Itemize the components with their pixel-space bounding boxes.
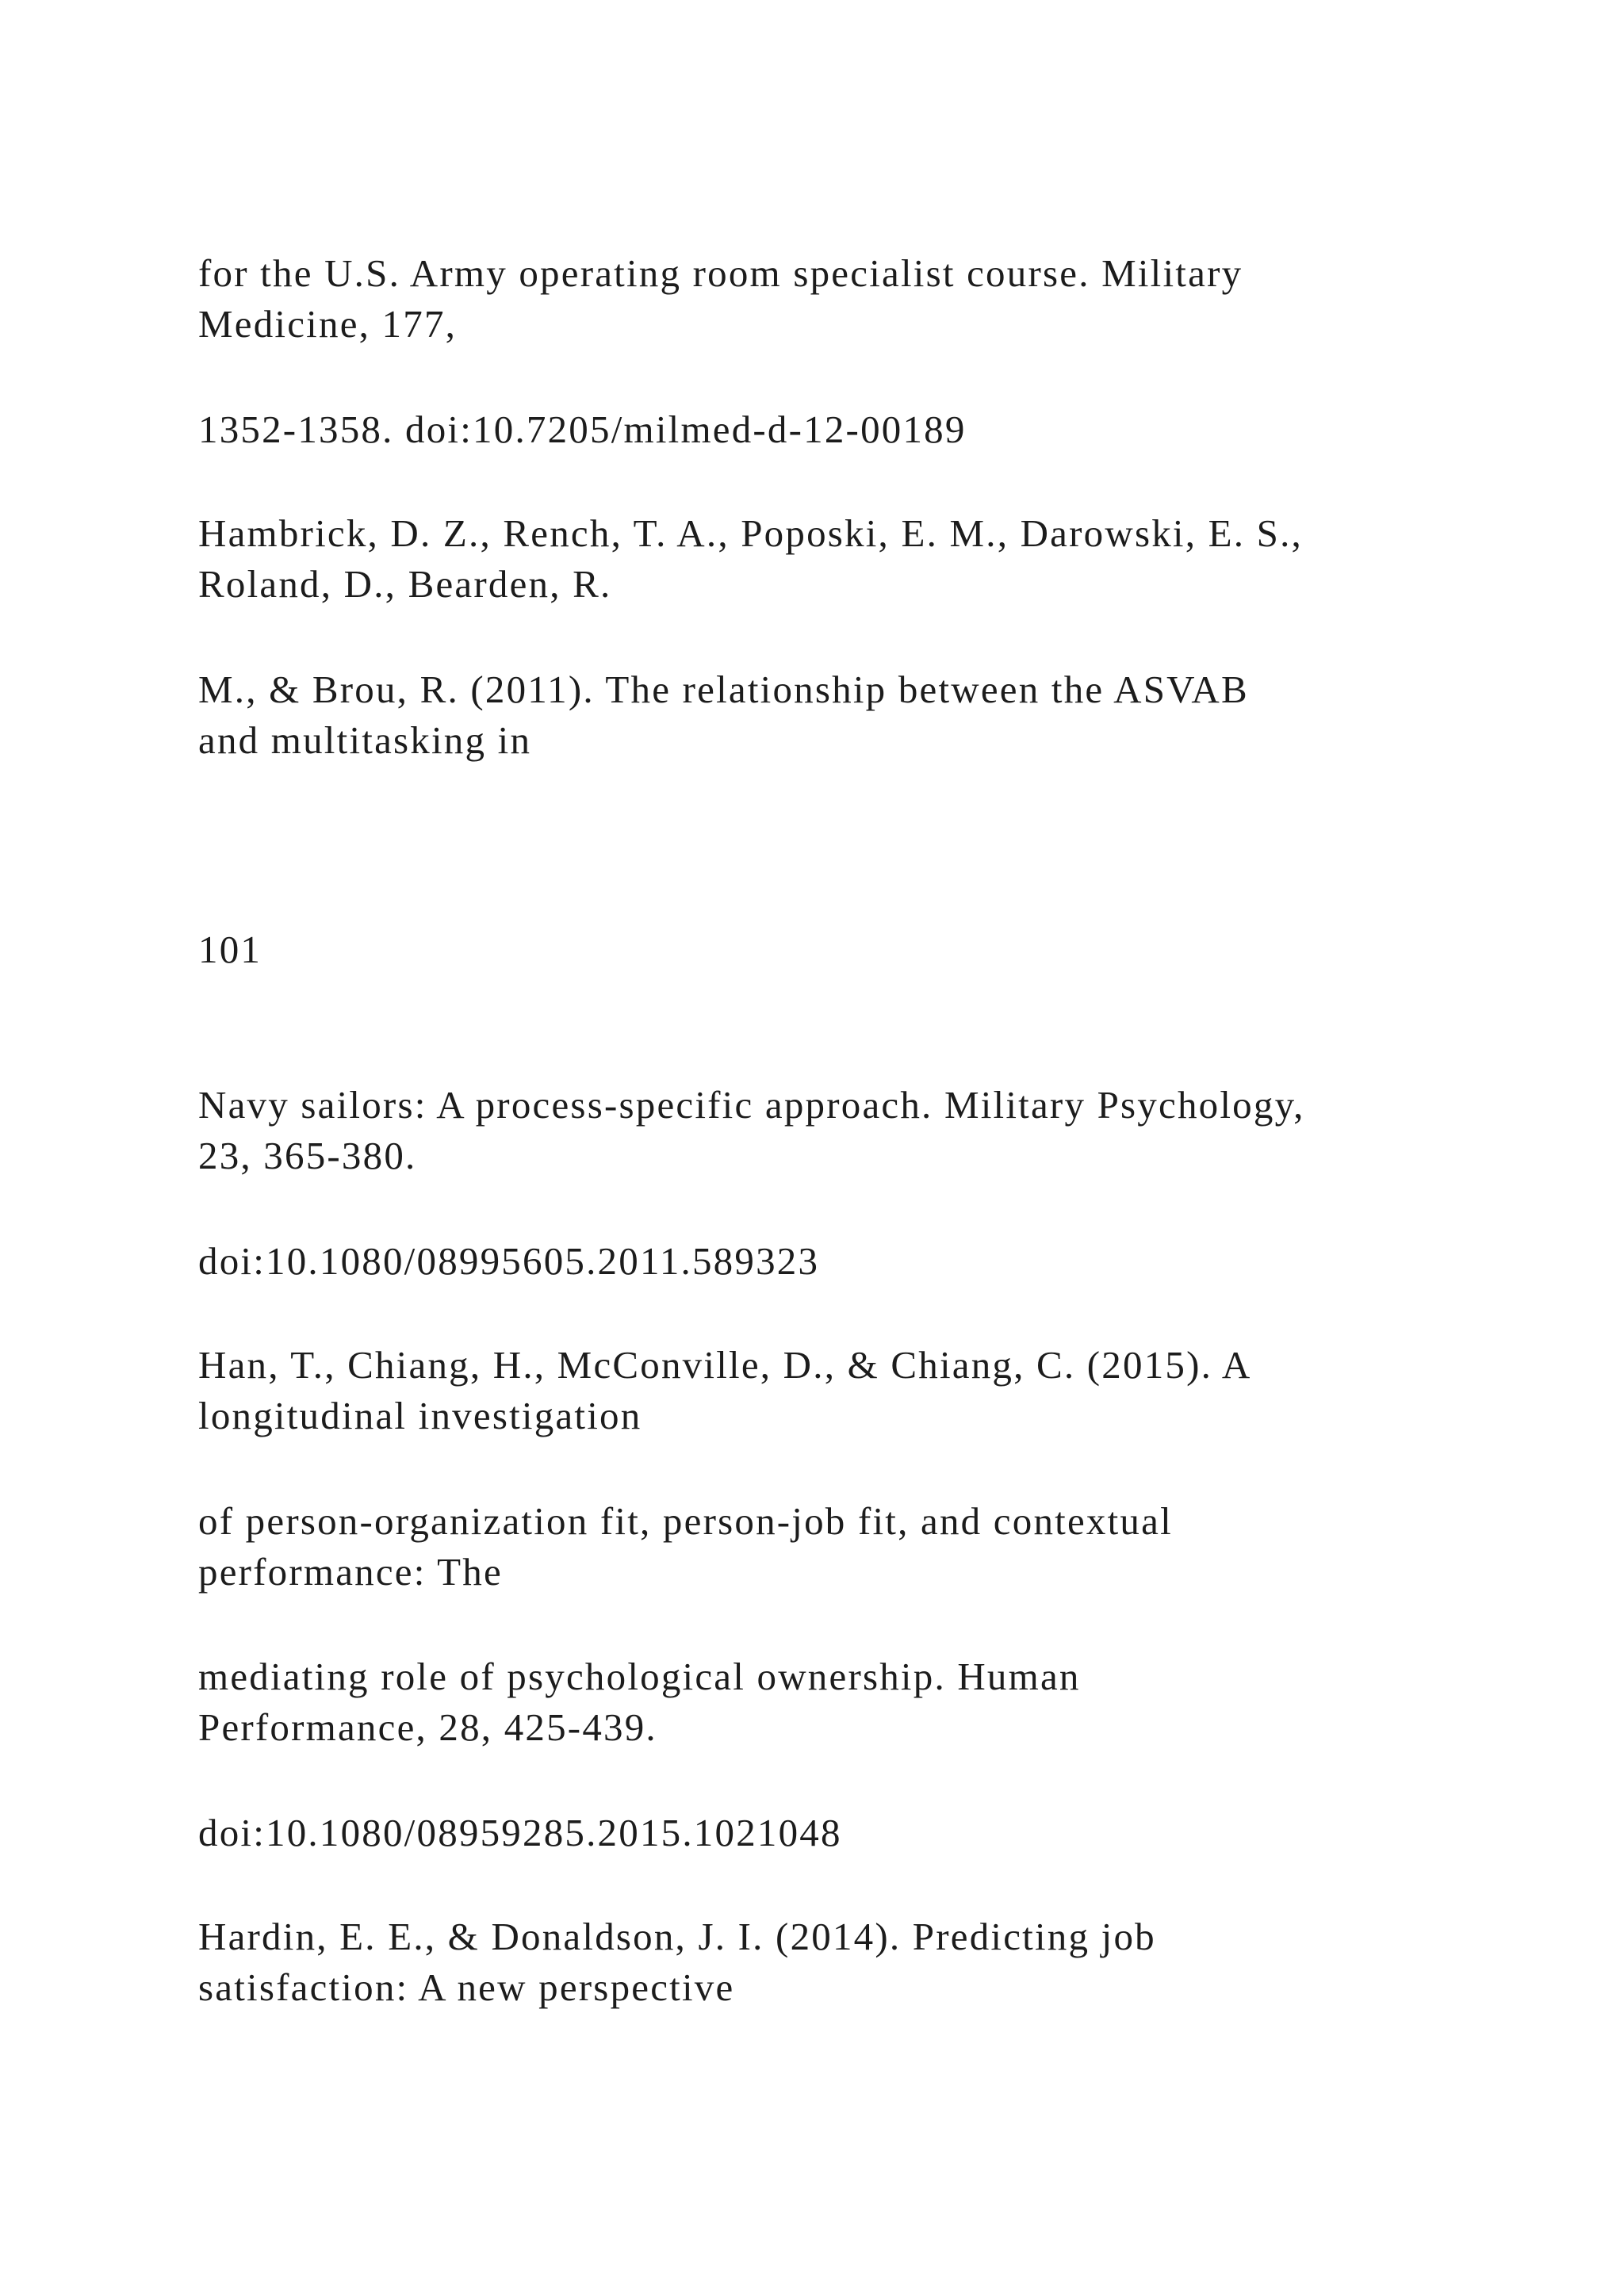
text-line: doi:10.1080/08995605.2011.589323 [198, 1239, 820, 1283]
text-line: M., & Brou, R. (2011). The relationship between the ASVAB [198, 668, 1249, 711]
text-line: Navy sailors: A process-specific approach. Military Psychology, [198, 1083, 1305, 1127]
reference-hambrick-authors [198, 508, 1499, 610]
reference-hardin-authors [198, 1911, 1499, 2013]
page-number [198, 924, 1499, 975]
text-line: performance: The [198, 1550, 503, 1594]
reference-han-title [198, 1496, 1499, 1598]
reference-han-doi [198, 1808, 1499, 1858]
text-line: Performance, 28, 425-439. [198, 1705, 657, 1749]
reference-hambrick-doi [198, 1236, 1499, 1287]
text-line: Hambrick, D. Z., Rench, T. A., Poposki, E. M., Darowski, E. S., [198, 511, 1304, 555]
reference-pages-doi [198, 404, 1499, 455]
text-line: 101 [198, 928, 262, 971]
text-line: longitudinal investigation [198, 1394, 642, 1437]
text-line: mediating role of psychological ownership. Human [198, 1655, 1081, 1698]
text-line: satisfaction: A new perspective [198, 1965, 735, 2009]
text-line: of person-organization fit, person-job fit, and contextual [198, 1499, 1173, 1543]
text-line: for the U.S. Army operating room specialist course. Military [198, 251, 1243, 295]
text-line: 23, 365-380. [198, 1134, 417, 1177]
text-line: Hardin, E. E., & Donaldson, J. I. (2014). Predicting job [198, 1915, 1156, 1958]
text-line: Roland, D., Bearden, R. [198, 562, 612, 606]
reference-hambrick-journal [198, 1080, 1499, 1181]
reference-han-journal [198, 1651, 1499, 1753]
text-line: doi:10.1080/08959285.2015.1021048 [198, 1811, 842, 1854]
text-line: Han, T., Chiang, H., McConville, D., & Chiang, C. (2015). A [198, 1343, 1252, 1387]
text-line: Medicine, 177, [198, 302, 458, 346]
text-line: and multitasking in [198, 718, 532, 762]
text-line: 1352-1358. doi:10.7205/milmed-d-12-00189 [198, 408, 967, 451]
reference-continuation-army-course [198, 248, 1499, 350]
reference-hambrick-title [198, 664, 1499, 766]
reference-han-authors [198, 1340, 1499, 1441]
